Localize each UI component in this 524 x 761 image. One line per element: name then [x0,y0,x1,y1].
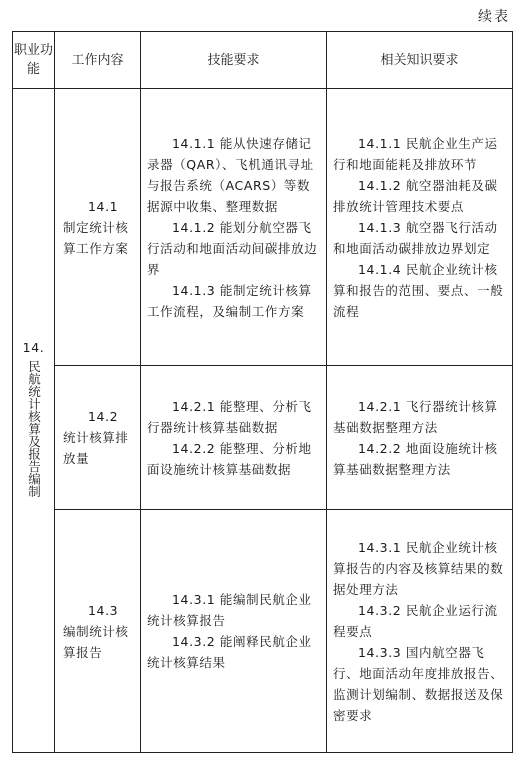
header-skill-requirements: 技能要求 [141,32,327,89]
knowledge-item: 14.1.1 民航企业生产运行和地面能耗及排放环节 [333,135,498,172]
skill-cell [141,89,327,366]
knowledge-item: 14.2.2 地面设施统计核算基础数据整理方法 [333,440,498,477]
header-row [13,32,513,89]
knowledge-item: 14.1.4 民航企业统计核算和报告的范围、要点、一般流程 [333,261,504,319]
continued-label: 续表 [478,9,510,25]
skill-item: 14.2.1 能整理、分析飞行器统计核算基础数据 [147,398,312,435]
knowledge-item: 14.2.1 飞行器统计核算基础数据整理方法 [333,398,498,435]
function-name: 民航统计核算及报告编制 [26,360,42,498]
knowledge-cell [327,89,513,366]
work-content-cell [55,510,141,753]
skill-item: 14.3.2 能阐释民航企业统计核算结果 [147,634,312,670]
knowledge-cell [327,510,513,753]
knowledge-item: 14.3.2 民航企业运行流程要点 [333,602,498,639]
knowledge-item: 14.1.3 航空器飞行活动和地面活动碳排放边界划定 [333,219,498,256]
skill-item: 14.1.1 能从快速存储记录器（QAR）、飞机通讯寻址与报告系统（ACARS）等数据源中收集、整理数据 [147,135,314,214]
header-knowledge-requirements: 相关知识要求 [327,32,513,89]
table-row [13,510,513,753]
function-number: 14. [22,340,45,356]
knowledge-cell [327,366,513,510]
table-row [13,366,513,510]
knowledge-item: 14.3.1 民航企业统计核算报告的内容及核算结果的数据处理方法 [333,539,504,597]
header-work-content: 工作内容 [55,32,141,89]
function-cell [13,89,55,753]
skill-item: 14.2.2 能整理、分析地面设施统计核算基础数据 [147,440,312,477]
skill-cell [141,366,327,510]
knowledge-item: 14.3.3 国内航空器飞行、地面活动年度排放报告、监测计划编制、数据报送及保密要求 [333,644,504,723]
skill-cell [141,510,327,753]
skills-table [12,31,513,753]
skill-item: 14.1.2 能划分航空器飞行活动和地面活动间碳排放边界 [147,219,318,277]
work-content-cell [55,366,141,510]
work-content-cell [55,89,141,366]
work-content-text: 14.2 统计核算排放量 [63,409,132,466]
work-content-text: 14.3 编制统计核算报告 [63,602,132,660]
skill-item: 14.1.3 能制定统计核算工作流程，及编制工作方案 [147,282,312,319]
table-row [13,89,513,366]
knowledge-item: 14.1.2 航空器油耗及碳排放统计管理技术要点 [333,177,498,214]
work-content-text: 14.1 制定统计核算工作方案 [63,198,132,256]
skill-item: 14.3.1 能编制民航企业统计核算报告 [147,592,312,628]
header-function: 职业功能 [13,32,55,89]
